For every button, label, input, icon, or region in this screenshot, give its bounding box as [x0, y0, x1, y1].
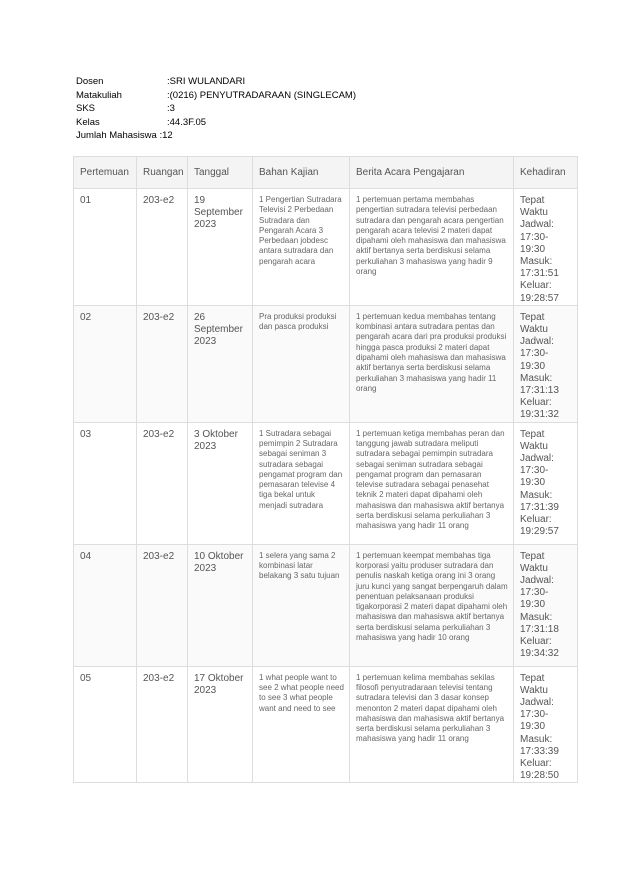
- column-header-ruangan: Ruangan: [137, 157, 188, 189]
- ruangan-cell: 203-e2: [137, 666, 188, 783]
- column-header-kehadiran: Kehadiran: [514, 157, 578, 189]
- kehadiran-cell: Tepat Waktu Jadwal: 17:30-19:30 Masuk: 17:31:18 Keluar: 19:34:32: [514, 544, 578, 666]
- kehadiran-cell: Tepat Waktu Jadwal: 17:30-19:30 Masuk: 17:31:13 Keluar: 19:31:32: [514, 305, 578, 422]
- matakuliah-label: Matakuliah: [76, 89, 122, 101]
- berita-acara-cell: 1 pertemuan pertama membahas pengertian sutradara televisi perbedaan sutradara dan pengarah acara pengertian pengarah acara televisi 2 materi dapat dipahami oleh mahasiswa dan mahasiswa aktif bertanya serta berdiskusi selama perkuliahan 3 mahasiswa yang hadir 9 orang: [350, 189, 514, 306]
- ruangan-cell: 203-e2: [137, 544, 188, 666]
- column-header-tanggal: Tanggal: [188, 157, 253, 189]
- kelas-label: Kelas: [76, 116, 100, 128]
- column-header-bahan-kajian: Bahan Kajian: [253, 157, 350, 189]
- berita-acara-cell: 1 pertemuan ketiga membahas peran dan tanggung jawab sutradara meliputi sutradara sebagai pemimpin sutradara sebagai seniman sutradara sebagai pengamat program dan pemasaran televise sutradara sebagai penasehat teknik 2 materi dapat dipahami oleh mahasiswa dan mahasiswa aktif bertanya serta berdiskusi selama perkuliahan 3 mahasiswa yang hadir 11 orang: [350, 422, 514, 544]
- dosen-label: Dosen: [76, 76, 104, 87]
- attendance-table: [73, 156, 578, 783]
- course-info: [76, 75, 356, 143]
- dosen-row: [76, 75, 356, 89]
- berita-acara-cell: 1 pertemuan kedua membahas tentang kombinasi antara sutradara pentas dan pengarah acara dari pra produksi produksi hingga pasca produksi 2 materi dapat dipahami oleh mahasiswa dan mahasiswa aktif bertanya serta berdiskusi selama perkuliahan 3 mahasiswa yang hadir 11 orang: [350, 305, 514, 422]
- column-header-pertemuan: Pertemuan: [74, 157, 137, 189]
- berita-acara-cell: 1 pertemuan keempat membahas tiga korporasi yaitu produser sutradara dan penulis naskah ketiga orang ini 3 orang juru kunci yang sangat berpengaruh dalam penentuan pelaksanaan produksi tigakorporasi 2 materi dapat dipahami oleh mahasiswa dan mahasiswa aktif bertanya serta berdiskusi selama perkuliahan 3 mahasiswa yang hadir 10 orang: [350, 544, 514, 666]
- table-row: [74, 305, 578, 422]
- column-header-berita-acara: Berita Acara Pengajaran: [350, 157, 514, 189]
- table-row: [74, 666, 578, 783]
- kelas-value: : 44.3F.05: [167, 116, 206, 130]
- table-header-row: [74, 157, 578, 189]
- tanggal-cell: 3 Oktober 2023: [188, 422, 253, 544]
- tanggal-cell: 10 Oktober 2023: [188, 544, 253, 666]
- jumlah-mahasiswa-label: Jumlah Mahasiswa: [76, 130, 157, 142]
- bahan-kajian-cell: 1 what people want to see 2 what people need to see 3 what people want and need to see: [253, 666, 350, 783]
- bahan-kajian-cell: 1 Pengertian Sutradara Televisi 2 Perbedaan Sutradara dan Pengarah Acara 3 Perbedaan jobdesc antara sutradara dan pengarah acara: [253, 189, 350, 306]
- kehadiran-cell: Tepat Waktu Jadwal: 17:30-19:30 Masuk: 17:31:39 Keluar: 19:29:57: [514, 422, 578, 544]
- tanggal-cell: 17 Oktober 2023: [188, 666, 253, 783]
- sks-label: SKS: [76, 103, 96, 115]
- table-row: [74, 544, 578, 666]
- table-row: [74, 189, 578, 306]
- sks-row: [76, 102, 356, 116]
- bahan-kajian-cell: 1 selera yang sama 2 kombinasi latar belakang 3 satu tujuan: [253, 544, 350, 666]
- ruangan-cell: 203-e2: [137, 305, 188, 422]
- kehadiran-cell: Tepat Waktu Jadwal: 17:30-19:30 Masuk: 17:31:51 Keluar: 19:28:57: [514, 189, 578, 306]
- bahan-kajian-cell: 1 Sutradara sebagai pemimpin 2 Sutradara sebagai seniman 3 sutradara sebagai pengamat program dan pemasaran televise 4 tiga bekal untuk menjadi sutradara: [253, 422, 350, 544]
- jumlah-mahasiswa-row: [76, 129, 356, 143]
- jumlah-mahasiswa-value: : 12: [159, 129, 172, 143]
- ruangan-cell: 203-e2: [137, 189, 188, 306]
- berita-acara-cell: 1 pertemuan kelima membahas sekilas filosofi penyutradaraan televisi tentang sutradara televisi dan 3 dasar konsep menonton 2 materi dapat dipahami oleh mahasiswa dan mahasiswa aktif bertanya serta berdiskusi selama perkuliahan 3 mahasiswa yang hadir 11 orang: [350, 666, 514, 783]
- pertemuan-cell: 05: [74, 666, 137, 783]
- pertemuan-cell: 03: [74, 422, 137, 544]
- pertemuan-cell: 01: [74, 189, 137, 306]
- bahan-kajian-cell: Pra produksi produksi dan pasca produksi: [253, 305, 350, 422]
- kehadiran-cell: Tepat Waktu Jadwal: 17:30-19:30 Masuk: 17:33:39 Keluar: 19:28:50: [514, 666, 578, 783]
- tanggal-cell: 19 September 2023: [188, 189, 253, 306]
- dosen-value: : SRI WULANDARI: [167, 75, 245, 89]
- table-row: [74, 422, 578, 544]
- matakuliah-value: : (0216) PENYUTRADARAAN (SINGLECAM): [167, 89, 356, 103]
- pertemuan-cell: 02: [74, 305, 137, 422]
- ruangan-cell: 203-e2: [137, 422, 188, 544]
- pertemuan-cell: 04: [74, 544, 137, 666]
- sks-value: : 3: [167, 102, 175, 116]
- tanggal-cell: 26 September 2023: [188, 305, 253, 422]
- matakuliah-row: [76, 89, 356, 103]
- kelas-row: [76, 116, 356, 130]
